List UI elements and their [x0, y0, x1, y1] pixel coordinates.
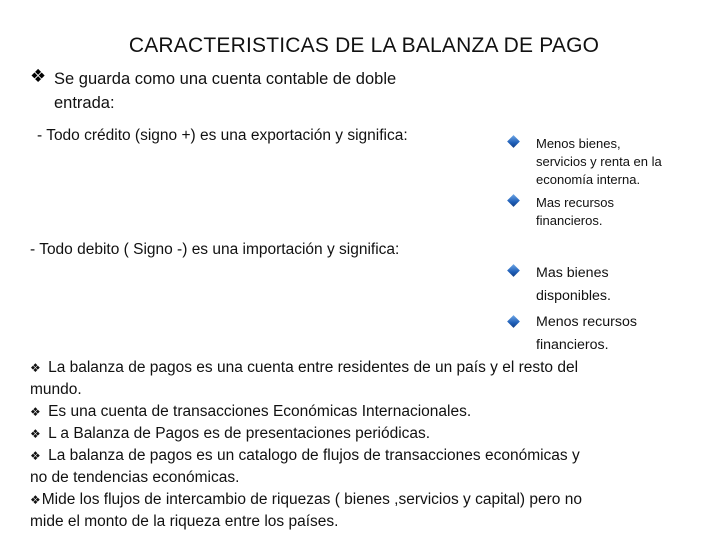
debit-point-1-line-1: Mas bienes	[536, 265, 609, 281]
intro-line-2: entrada:	[54, 94, 115, 112]
summary-line-1: ❖ La balanza de pagos es una cuenta entre residentes de un país y el resto del	[30, 359, 579, 376]
summary-line-3: ❖ Es una cuenta de transacciones Económicas Internacionales.	[30, 403, 472, 420]
diamond-bullet-icon: ❖	[30, 66, 47, 86]
credit-point-1-line-1: Menos bienes,	[536, 136, 621, 151]
summary-line-5: ❖ La balanza de pagos es un catalogo de flujos de transacciones económicas y	[30, 447, 580, 464]
blue-diamond-bullet-icon	[507, 264, 520, 277]
intro-line-1: Se guarda como una cuenta contable de doble	[54, 70, 397, 88]
page-title: CARACTERISTICAS DE LA BALANZA DE PAGO	[128, 34, 600, 57]
credit-point-2-line-2: financieros.	[536, 213, 603, 228]
credit-point-1-line-3: economía interna.	[536, 172, 641, 187]
blue-diamond-bullet-icon	[507, 194, 520, 207]
summary-line-8: mide el monto de la riqueza entre los países.	[30, 513, 339, 530]
credit-point-2-line-1: Mas recursos	[536, 195, 615, 210]
summary-line-2: mundo.	[30, 381, 82, 398]
debit-point-2-line-2: financieros.	[536, 337, 609, 353]
summary-line-7: ❖Mide los flujos de intercambio de riquezas ( bienes ,servicios y capital) pero no	[30, 491, 582, 508]
diamond-bullet-icon: ❖	[30, 449, 41, 463]
debit-statement: - Todo debito ( Signo -) es una importación y significa:	[30, 241, 400, 258]
debit-point-1-line-2: disponibles.	[536, 288, 611, 304]
blue-diamond-bullet-icon	[507, 135, 520, 148]
debit-point-2-line-1: Menos recursos	[536, 314, 637, 330]
summary-line-4: ❖ L a Balanza de Pagos es de presentaciones periódicas.	[30, 425, 431, 442]
blue-diamond-bullet-icon	[507, 315, 520, 328]
summary-line-6: no de tendencias económicas.	[30, 469, 240, 486]
credit-point-1-line-2: servicios y renta en la	[536, 154, 662, 169]
diamond-bullet-icon: ❖	[30, 493, 41, 507]
diamond-bullet-icon: ❖	[30, 405, 41, 419]
diamond-bullet-icon: ❖	[30, 361, 41, 375]
credit-statement: - Todo crédito (signo +) es una exportación y significa:	[37, 127, 408, 144]
diamond-bullet-icon: ❖	[30, 427, 41, 441]
